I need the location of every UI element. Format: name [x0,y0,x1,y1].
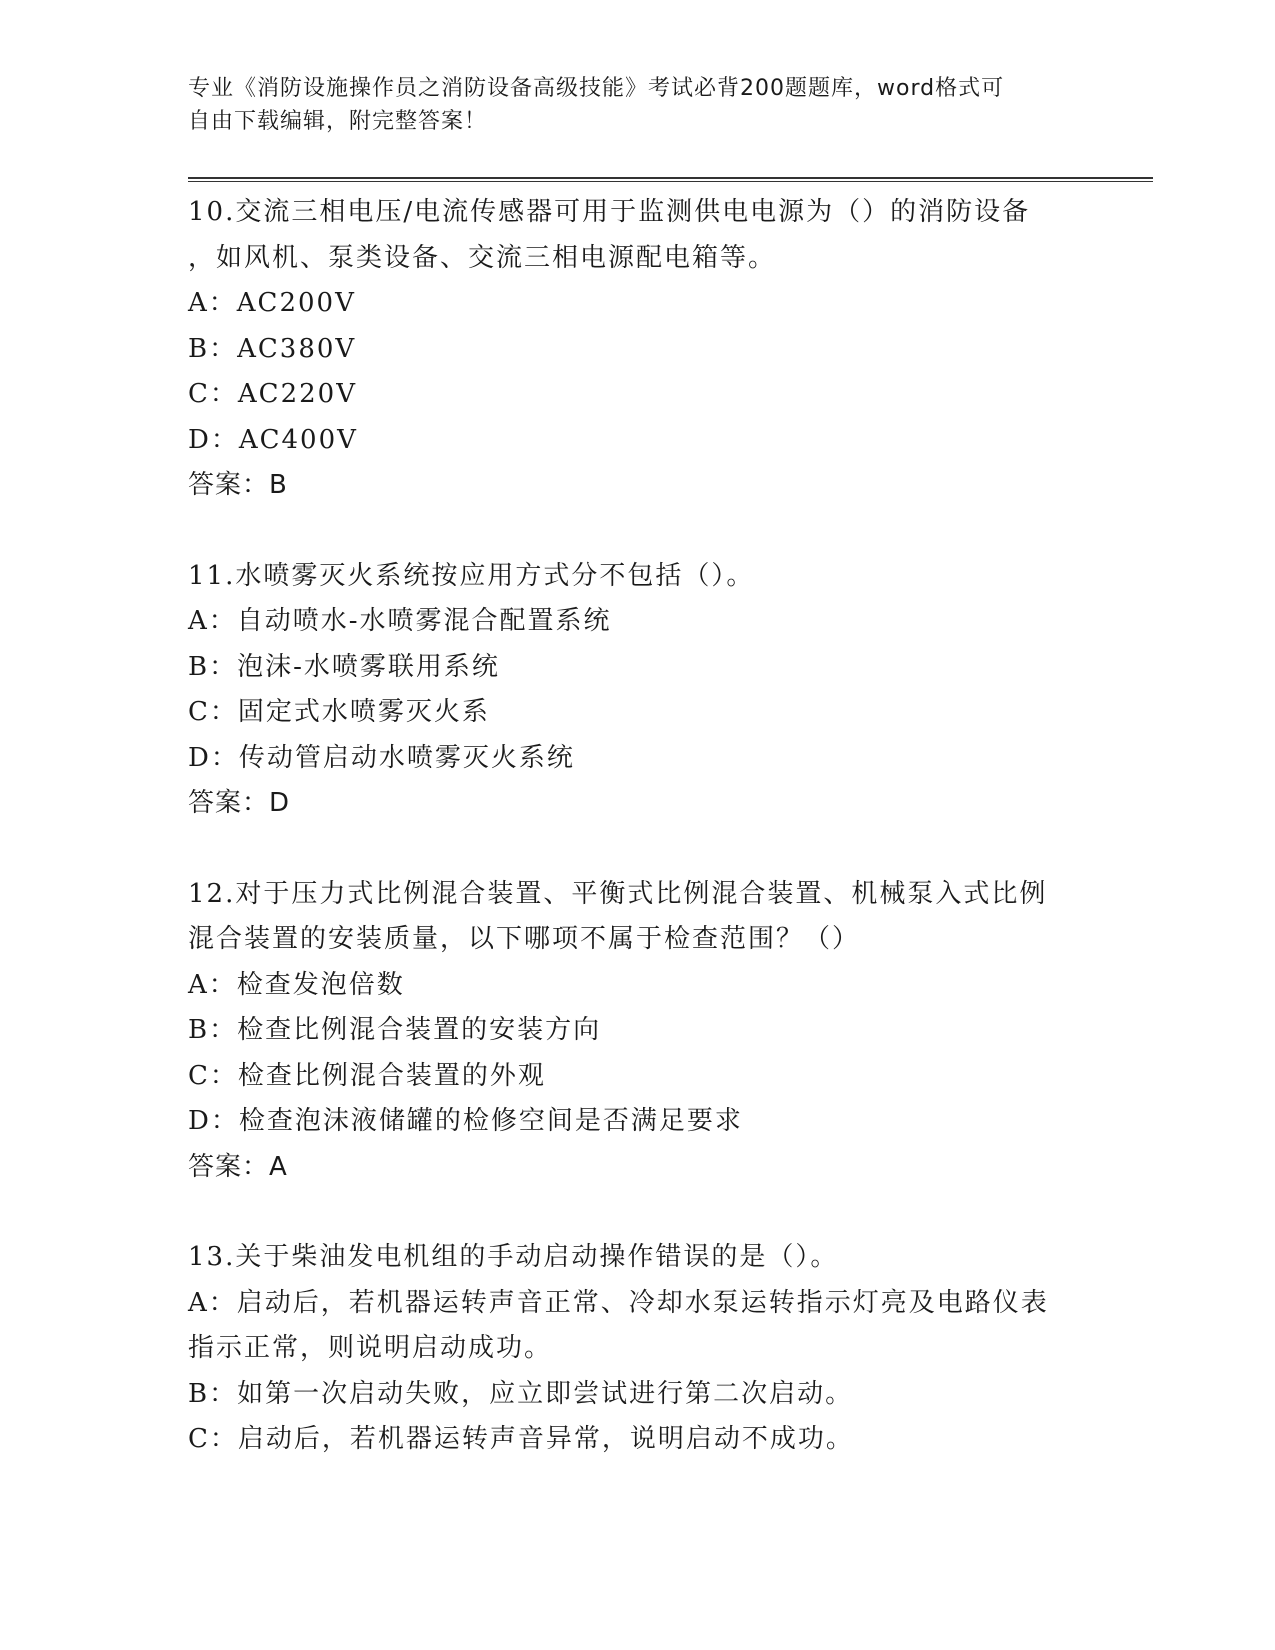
question-12 [188,872,1088,1191]
option-d: D：AC400V [188,424,358,455]
header-divider [188,177,1153,182]
question-13 [188,1235,1088,1463]
question-11 [188,554,1088,827]
question-text: 10.交流三相电压/电流传感器可用于监测供电电源为（）的消防设备 [188,197,1031,227]
option-d: D：检查泡沫液储罐的检修空间是否满足要求 [188,1106,743,1136]
answer: 答案：D [188,788,291,818]
option-c: C：启动后，若机器运转声音异常，说明启动不成功。 [188,1424,854,1454]
option-b: B：泡沫-水喷雾联用系统 [188,651,500,682]
question-text: 混合装置的安装质量，以下哪项不属于检查范围？（） [188,924,861,954]
option-d: D：传动管启动水喷雾灭火系统 [188,742,575,773]
option-b: B：检查比例混合装置的安装方向 [188,1015,602,1045]
header-line-2: 自由下载编辑，附完整答案！ [188,109,488,134]
option-a: A：检查发泡倍数 [188,969,405,1000]
question-text: 12.对于压力式比例混合装置、平衡式比例混合装置、机械泵入式比例 [188,878,1048,909]
question-text: ，如风机、泵类设备、交流三相电源配电箱等。 [188,242,777,273]
option-a: A：启动后，若机器运转声音正常、冷却水泵运转指示灯亮及电路仪表 [188,1287,1049,1318]
option-b: B：如第一次启动失败，应立即尝试进行第二次启动。 [188,1378,854,1409]
header-line-1: 专业《消防设施操作员之消防设备高级技能》考试必背200题题库，word格式可 [188,76,1005,101]
option-a: A：AC200V [188,288,356,318]
option-c: C：AC220V [188,379,357,409]
document-header [188,72,1068,138]
option-c: C：检查比例混合装置的外观 [188,1060,546,1091]
option-a: A：自动喷水-水喷雾混合配置系统 [188,606,612,636]
answer: 答案：A [188,1151,288,1182]
option-a-continued: 指示正常，则说明启动成功。 [188,1333,553,1363]
option-b: B：AC380V [188,333,357,364]
option-c: C：固定式水喷雾灭火系 [188,697,490,727]
question-text: 13.关于柴油发电机组的手动启动操作错误的是（）。 [188,1242,839,1272]
question-text: 11.水喷雾灭火系统按应用方式分不包括（）。 [188,560,755,591]
answer: 答案：B [188,470,288,500]
question-10 [188,190,1088,509]
question-list [188,190,1088,1463]
